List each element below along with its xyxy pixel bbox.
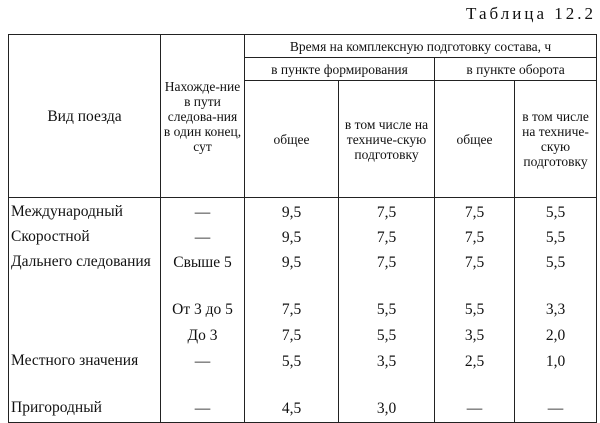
cell-en-route: — (161, 198, 245, 223)
table-row (9, 295, 597, 321)
table-row (9, 394, 597, 423)
cell-train-type: Международный (9, 198, 161, 223)
header-en-route: Нахожде-ние в пути следова-ния в один конец, сут (161, 35, 245, 198)
cell-train-type: Скоростной (9, 223, 161, 248)
cell-formation-total: 7,5 (245, 295, 339, 321)
table-row (9, 321, 597, 347)
cell-formation-total: 9,5 (245, 223, 339, 248)
table-row (9, 223, 597, 248)
header-turnaround-total: общее (435, 81, 515, 198)
cell-formation-technical: 5,5 (339, 295, 435, 321)
cell-formation-total: 4,5 (245, 394, 339, 423)
cell-en-route: — (161, 347, 245, 394)
header-formation-total: общее (245, 81, 339, 198)
prep-time-table (8, 34, 597, 423)
cell-en-route: Свыше 5 (161, 248, 245, 295)
cell-turnaround-total: 3,5 (435, 321, 515, 347)
cell-en-route: До 3 (161, 321, 245, 347)
cell-turnaround-total: 5,5 (435, 295, 515, 321)
cell-turnaround-technical: 5,5 (515, 223, 597, 248)
cell-turnaround-technical: 5,5 (515, 248, 597, 295)
table-row (9, 347, 597, 394)
cell-turnaround-technical: 5,5 (515, 198, 597, 223)
cell-train-type (9, 321, 161, 347)
header-formation-technical: в том числе на техниче-скую подготовку (339, 81, 435, 198)
cell-en-route: — (161, 223, 245, 248)
table-row (9, 248, 597, 295)
cell-train-type: Местного значения (9, 347, 161, 394)
cell-turnaround-technical: — (515, 394, 597, 423)
cell-turnaround-total: 7,5 (435, 248, 515, 295)
header-train-type: Вид поезда (9, 35, 161, 198)
header-prep-time: Время на комплексную подготовку состава, ч (245, 35, 597, 58)
cell-formation-technical: 3,5 (339, 347, 435, 394)
cell-en-route: От 3 до 5 (161, 295, 245, 321)
cell-turnaround-technical: 2,0 (515, 321, 597, 347)
table-caption: Таблица 12.2 (466, 4, 596, 23)
cell-train-type: Пригородный (9, 394, 161, 423)
cell-turnaround-technical: 1,0 (515, 347, 597, 394)
cell-train-type: Дальнего следования (9, 248, 161, 295)
cell-formation-technical: 7,5 (339, 248, 435, 295)
table-row (9, 198, 597, 223)
cell-formation-technical: 5,5 (339, 321, 435, 347)
cell-turnaround-total: 2,5 (435, 347, 515, 394)
cell-turnaround-total: 7,5 (435, 198, 515, 223)
cell-formation-technical: 7,5 (339, 198, 435, 223)
cell-formation-total: 5,5 (245, 347, 339, 394)
cell-en-route: — (161, 394, 245, 423)
header-formation-point: в пункте формирования (245, 58, 435, 81)
cell-formation-total: 9,5 (245, 198, 339, 223)
header-turnaround-point: в пункте оборота (435, 58, 597, 81)
header-turnaround-technical: в том числе на техниче-скую подготовку (515, 81, 597, 198)
cell-turnaround-total: 7,5 (435, 223, 515, 248)
cell-turnaround-technical: 3,3 (515, 295, 597, 321)
cell-train-type (9, 295, 161, 321)
cell-formation-technical: 7,5 (339, 223, 435, 248)
cell-formation-total: 9,5 (245, 248, 339, 295)
cell-formation-technical: 3,0 (339, 394, 435, 423)
cell-turnaround-total: — (435, 394, 515, 423)
cell-formation-total: 7,5 (245, 321, 339, 347)
